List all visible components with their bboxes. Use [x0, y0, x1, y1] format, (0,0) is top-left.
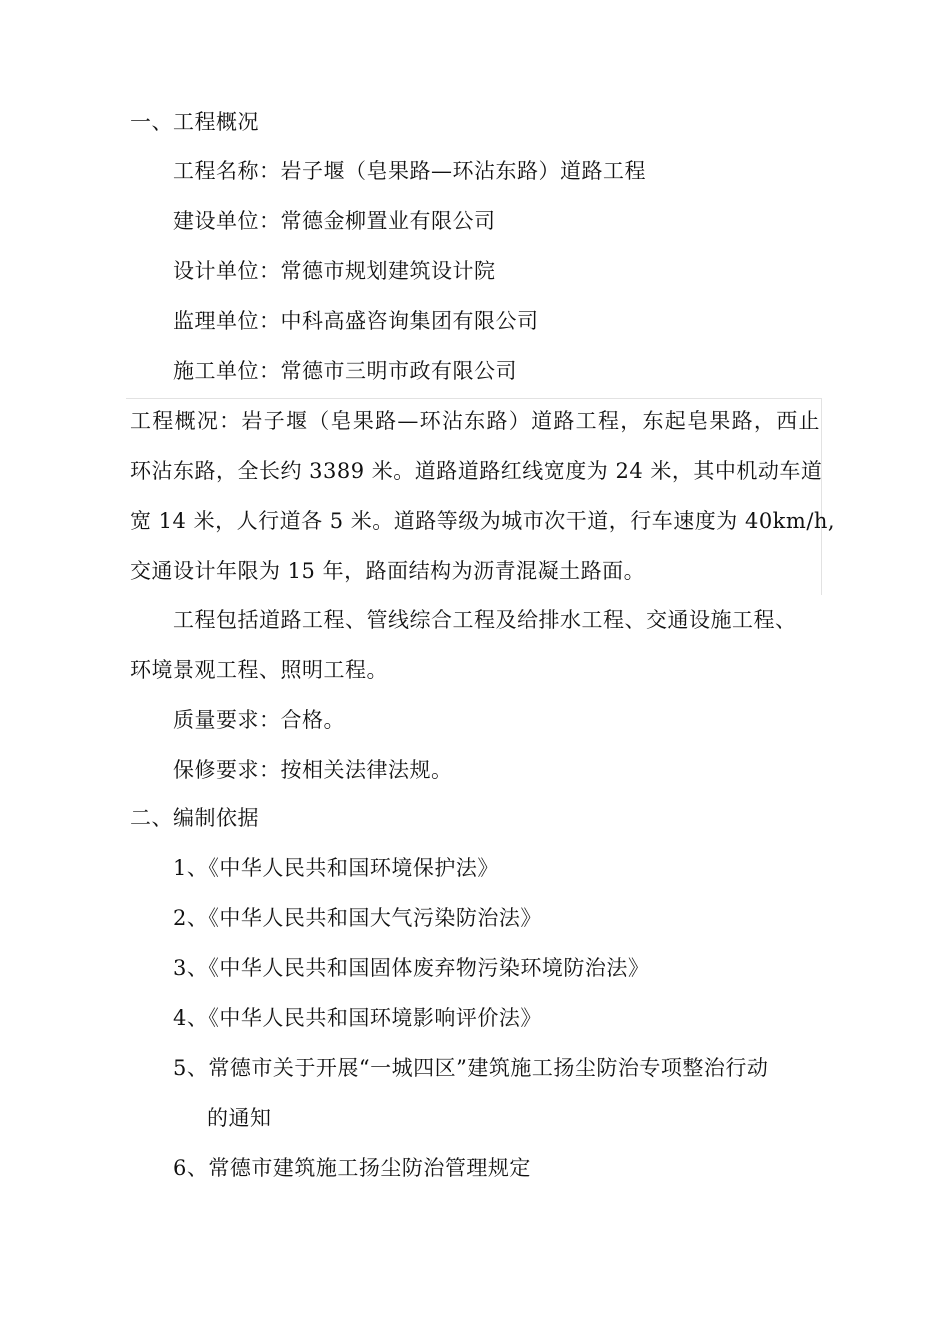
basis-item-4: 4、《中华人民共和国环境影响评价法》 — [173, 1006, 542, 1030]
construction-unit: 施工单位：常德市三明市政有限公司 — [173, 359, 517, 383]
overview-line-4: 交通设计年限为 15 年，路面结构为沥青混凝土路面。 — [130, 559, 646, 583]
owner-unit: 建设单位：常德金柳置业有限公司 — [173, 209, 496, 233]
section-heading-overview: 一、工程概况 — [130, 110, 259, 134]
basis-item-1: 1、《中华人民共和国环境保护法》 — [173, 856, 499, 880]
basis-item-5-continued: 的通知 — [207, 1106, 272, 1130]
quality-requirement: 质量要求：合格。 — [173, 708, 345, 732]
section-heading-basis: 二、编制依据 — [130, 806, 259, 830]
warranty-requirement: 保修要求：按相关法律法规。 — [173, 758, 453, 782]
project-name: 工程名称：岩子堰（皂果路—环沾东路）道路工程 — [173, 159, 646, 183]
basis-item-3: 3、《中华人民共和国固体废弃物污染环境防治法》 — [173, 956, 650, 980]
basis-item-6: 6、常德市建筑施工扬尘防治管理规定 — [173, 1156, 531, 1180]
overview-line-1: 工程概况：岩子堰（皂果路—环沾东路）道路工程，东起皂果路，西止 — [130, 409, 820, 433]
basis-item-5: 5、常德市关于开展“一城四区”建筑施工扬尘防治专项整治行动 — [173, 1056, 769, 1080]
scope-line-2: 环境景观工程、照明工程。 — [130, 658, 388, 682]
scope-line-1: 工程包括道路工程、管线综合工程及给排水工程、交通设施工程、 — [173, 608, 797, 632]
supervision-unit: 监理单位：中科高盛咨询集团有限公司 — [173, 309, 539, 333]
overview-line-2: 环沾东路，全长约 3389 米。道路道路红线宽度为 24 米，其中机动车道 — [130, 459, 823, 483]
overview-line-3: 宽 14 米，人行道各 5 米。道路等级为城市次干道，行车速度为 40km/h, — [130, 509, 836, 533]
design-unit: 设计单位：常德市规划建筑设计院 — [173, 259, 496, 283]
basis-item-2: 2、《中华人民共和国大气污染防治法》 — [173, 906, 542, 930]
